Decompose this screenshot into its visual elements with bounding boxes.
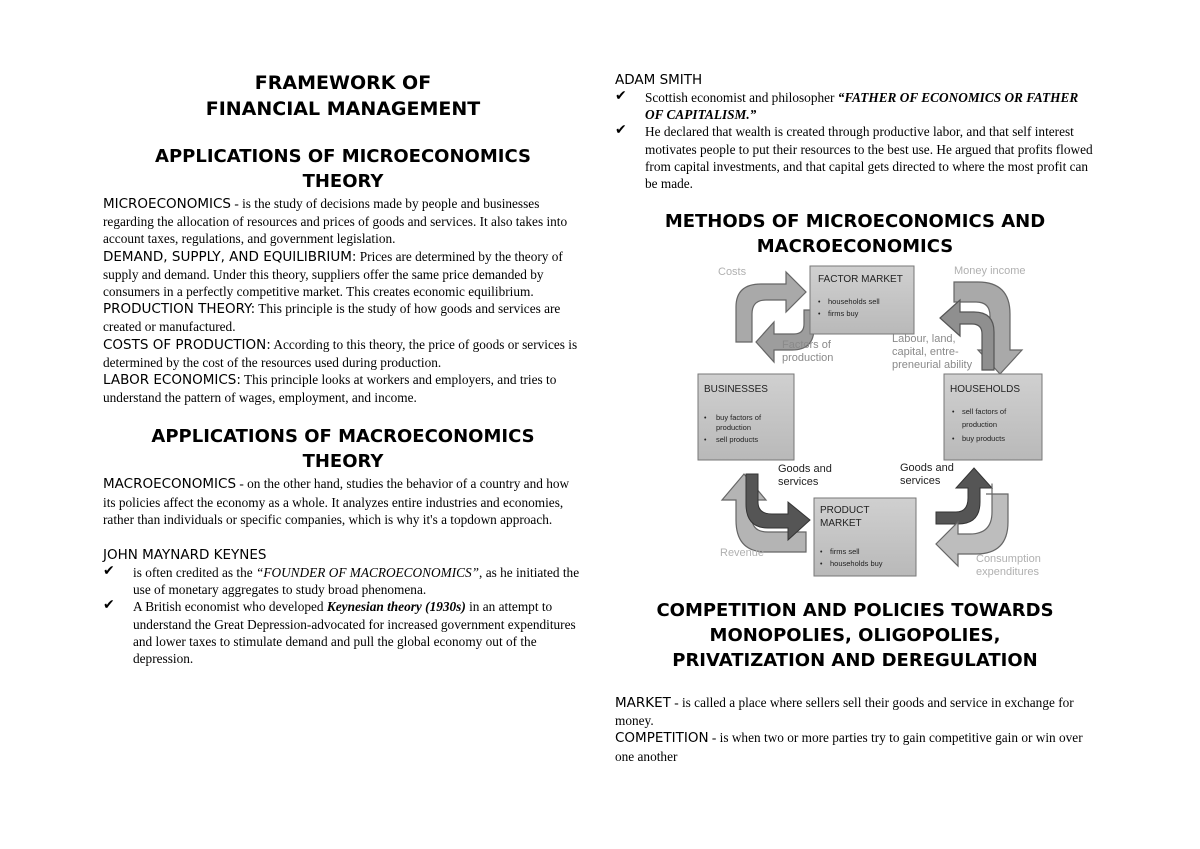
document-title-line2: FINANCIAL MANAGEMENT	[205, 98, 481, 120]
factors-label: Factors of	[782, 339, 831, 351]
competition-paragraph: COMPETITION - is when two or more parties try to gain competitive gain or win over one another	[615, 730, 1083, 764]
term-text: is called a place where sellers sell their goods and service in exchange for money.	[615, 695, 1074, 729]
term-label: MACROECONOMICS	[103, 476, 237, 493]
bullet-icon: •	[818, 299, 821, 306]
check-icon: ✔	[103, 563, 115, 580]
term-label: DEMAND, SUPPLY, AND EQUILIBRIUM:	[103, 248, 357, 265]
market-paragraph: MARKET - is called a place where sellers sell their goods and service in exchange for money.	[615, 695, 1074, 729]
box-item: buy products	[962, 434, 1005, 443]
term-label: MARKET	[615, 695, 671, 711]
check-icon: ✔	[103, 597, 115, 614]
labour-label: Labour, land,	[892, 333, 956, 345]
product-market-box	[814, 498, 916, 576]
households-box	[944, 374, 1042, 460]
goods-left-label: services	[778, 476, 819, 488]
product-market-title: MARKET	[820, 518, 862, 529]
competition-heading-line2: MONOPOLIES, OLIGOPOLIES,	[709, 625, 1001, 646]
term-text: is when two or more parties try to gain competitive gain or win over one another	[615, 730, 1083, 764]
factor-market-title: FACTOR MARKET	[818, 274, 903, 285]
micro-heading-line1: APPLICATIONS OF MICROECONOMICS	[155, 146, 531, 167]
competition-heading-line3: PRIVATIZATION AND DEREGULATION	[672, 650, 1038, 671]
term-paragraph	[103, 248, 583, 301]
goods-right-label: services	[900, 475, 941, 487]
money-income-label: Money income	[954, 265, 1026, 277]
emphasis: Keynesian theory (1930s)	[326, 599, 466, 615]
methods-heading-line1: METHODS OF MICROECONOMICS AND	[664, 211, 1046, 233]
right-column	[615, 0, 1095, 259]
bullet-icon: •	[704, 415, 707, 422]
check-icon: ✔	[615, 122, 627, 139]
term-label: COMPETITION	[615, 730, 709, 747]
left-column	[103, 0, 583, 667]
goods-right-label: Goods and	[900, 462, 954, 474]
document-title	[103, 70, 583, 122]
smith-list	[615, 89, 1095, 192]
bullet-icon: •	[704, 437, 707, 444]
labour-label: capital, entre-	[892, 346, 959, 358]
right-column-lower	[615, 598, 1095, 765]
circular-flow-diagram	[696, 262, 1056, 580]
term-text: on the other hand, studies the behavior of a country and how its policies affect the economy as a whole. It analyzes entire industries and economies, rather than individuals or specific companies, which is why it's a topdown approach.	[103, 476, 570, 527]
term-paragraph: MICROECONOMICS - is the study of decisions made by people and businesses regarding the allocation of resources and prices of goods and services. It also takes into account taxes, regulations, and government legislation.	[103, 196, 568, 247]
bullet-icon: •	[818, 311, 821, 318]
term-paragraph	[103, 300, 583, 335]
businesses-box	[698, 374, 794, 460]
bullet-icon: •	[820, 561, 823, 568]
goods-left-label: Goods and	[778, 463, 832, 475]
factor-market-box	[810, 266, 914, 334]
factors-label: production	[782, 352, 834, 364]
businesses-title: BUSINESSES	[704, 384, 768, 395]
micro-terms	[103, 195, 583, 406]
term-label: COSTS OF PRODUCTION:	[103, 336, 271, 353]
keynes-list	[103, 564, 583, 667]
labour-label: preneurial ability	[892, 359, 973, 371]
households-title: HOUSEHOLDS	[950, 384, 1021, 395]
bullet-icon: •	[952, 436, 955, 443]
macro-heading	[103, 424, 583, 474]
term-text: Prices are determined by the theory of supply and demand. Under this theory, suppliers offer the same price demanded by consumers in a perfectly competitive market. This creates economic equilibrium.	[103, 248, 563, 300]
check-icon: ✔	[615, 88, 627, 104]
revenue-label: Revenue	[720, 547, 765, 559]
box-item: buy factors of	[716, 413, 762, 422]
keynes-name: JOHN MAYNARD KEYNES	[103, 547, 267, 564]
bullet-icon: •	[820, 549, 823, 556]
list-item: ✔ He declared that wealth is created through productive labor, and that self interest motivates people to put their resources to the best use. He argued that profits flowed from capital investments, and that capital gets directed to where the most profit can be made.	[615, 122, 1093, 192]
term-label: MICROECONOMICS	[103, 196, 231, 212]
costs-label: Costs	[718, 266, 747, 278]
macro-heading-line1: APPLICATIONS OF MACROECONOMICS	[151, 426, 535, 448]
goods-right-arrow	[936, 468, 992, 524]
list-item: ✔ Scottish economist and philosopher “FATHER OF ECONOMICS OR FATHER OF CAPITALISM.”	[615, 88, 1079, 123]
box-item: production	[716, 423, 752, 432]
box-item: production	[962, 420, 998, 429]
term-text: This principle looks at workers and employers, and tries to understand the pattern of wages, employment, and income.	[103, 372, 557, 406]
document-title-line1: FRAMEWORK OF	[254, 72, 432, 94]
bullet-icon: •	[952, 409, 955, 416]
box-item: sell factors of	[962, 407, 1007, 416]
methods-heading	[615, 209, 1095, 259]
term-label: LABOR ECONOMICS:	[103, 372, 241, 389]
micro-heading	[103, 144, 583, 194]
macro-paragraph: MACROECONOMICS - on the other hand, studies the behavior of a country and how its policies affect the economy as a whole. It analyzes entire industries and economies, rather than individuals or specific companies, which is why it's a topdown approach.	[103, 476, 570, 527]
box-item: households sell	[828, 297, 880, 306]
box-item: households buy	[830, 559, 883, 568]
term-paragraph	[103, 371, 583, 406]
box-item: firms buy	[828, 309, 859, 318]
consumption-label: Consumption	[976, 553, 1041, 565]
consumption-label: expenditures	[976, 566, 1039, 578]
competition-heading-line1: COMPETITION AND POLICIES TOWARDS	[656, 600, 1054, 621]
emphasis: “FOUNDER OF MACROECONOMICS”	[255, 565, 480, 581]
micro-heading-line2: THEORY	[302, 171, 384, 192]
competition-heading	[615, 598, 1095, 673]
term-text: According to this theory, the price of goods or services is determined by the cost of the resources used during production.	[103, 336, 578, 370]
list-item: ✔ is often credited as the “FOUNDER OF MACROECONOMICS”, as he initiated the use of monetary aggregates to study broad phenomena.	[103, 563, 580, 598]
methods-heading-line2: MACROECONOMICS	[756, 236, 954, 258]
term-label: PRODUCTION THEORY:	[103, 301, 256, 318]
smith-name: ADAM SMITH	[615, 72, 703, 88]
term-paragraph	[103, 336, 583, 371]
product-market-title: PRODUCT	[820, 505, 870, 516]
box-item: sell products	[716, 435, 759, 444]
emphasis: “FATHER OF ECONOMICS OR FATHER OF CAPITALISM.”	[645, 90, 1079, 123]
box-item: firms sell	[830, 547, 860, 556]
term-text: is the study of decisions made by people and businesses regarding the allocation of resources and prices of goods and services. It also takes into account taxes, regulations, and government legislation.	[103, 196, 568, 247]
term-text: This principle is the study of how goods and services are created or manufactured.	[103, 301, 561, 335]
list-item: ✔ A British economist who developed Keynesian theory (1930s) in an attempt to understand the Great Depression-advocated for increased government expenditures and lower taxes to stimulate demand and pull the global economy out of the depression.	[103, 597, 576, 667]
macro-heading-line2: THEORY	[302, 451, 384, 473]
